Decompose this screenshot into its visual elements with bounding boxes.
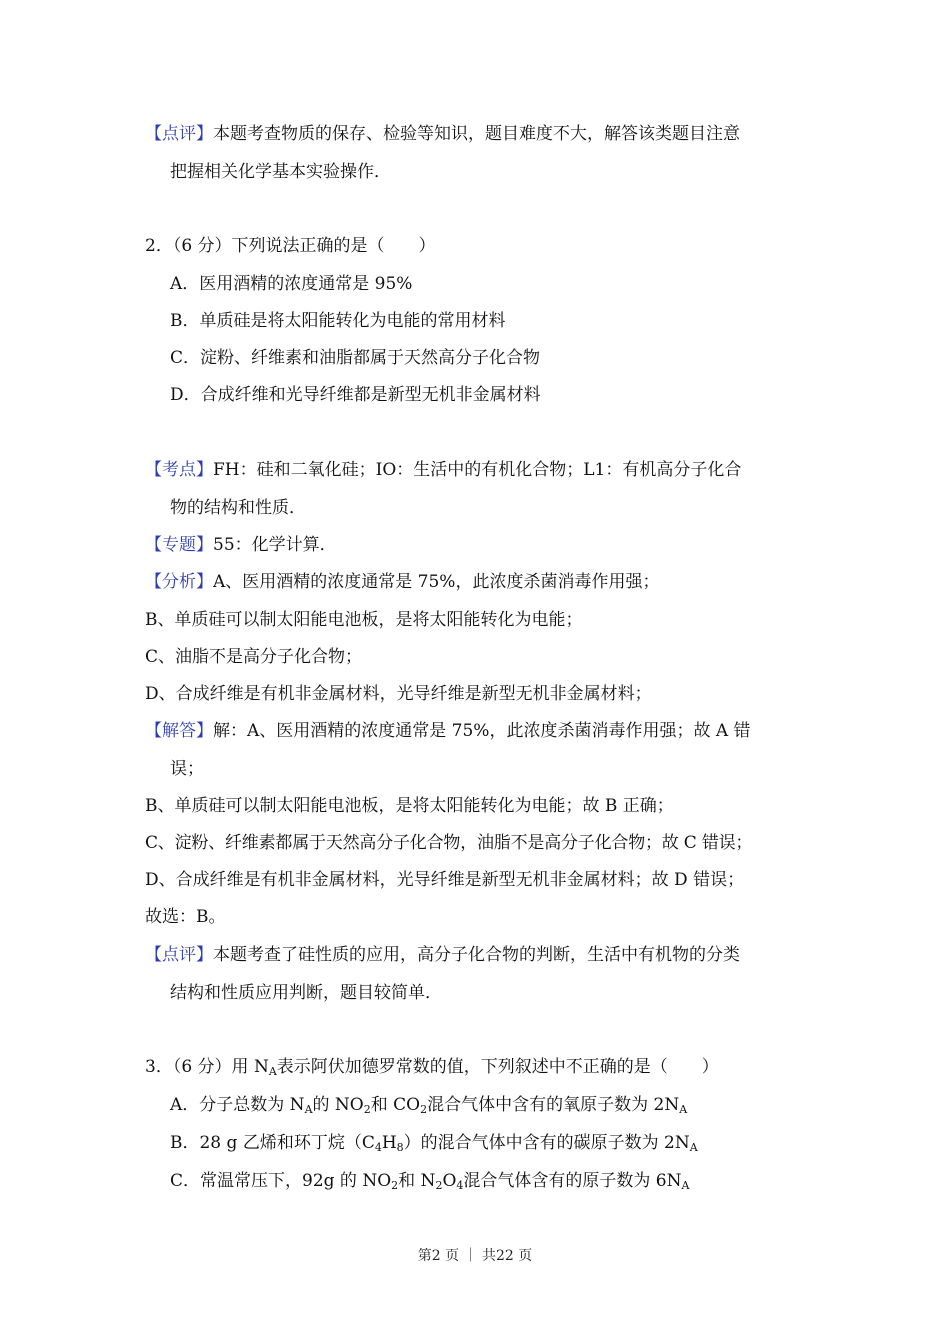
question-3-option-c <box>170 1170 689 1192</box>
analysis-text: A、医用酒精的浓度通常是 75%，此浓度杀菌消毒作用强； <box>213 572 660 592</box>
q3c-sub: 4 <box>456 1179 464 1192</box>
solution-answer: 故选：B。 <box>145 907 226 927</box>
q3a-text: 混合气体中含有的氧原子数为 2N <box>427 1095 680 1115</box>
review-tag: 【点评】 <box>145 124 213 144</box>
analysis-tag: 【分析】 <box>145 572 213 592</box>
q3a-sub: 2 <box>420 1103 428 1116</box>
question-3-option-a <box>170 1094 687 1116</box>
solution-text: 解：A、医用酒精的浓度通常是 75%，此浓度杀菌消毒作用强；故 A 错 <box>213 721 751 741</box>
solution-line-c: C、淀粉、纤维素都属于天然高分子化合物，油脂不是高分子化合物；故 C 错误； <box>145 833 753 853</box>
q3b-text: B．28 g 乙烯和环丁烷（C <box>170 1133 375 1153</box>
review-line <box>145 123 740 145</box>
q3c-sub: A <box>681 1179 690 1192</box>
q3c-text: O <box>442 1171 457 1191</box>
question-3-stem <box>145 1056 719 1078</box>
q3c-sub: 2 <box>391 1179 399 1192</box>
page-footer: 第2 页 ｜ 共22 页 <box>417 1248 533 1264</box>
analysis-line-b: B、单质硅可以制太阳能电池板，是将太阳能转化为电能； <box>145 610 583 630</box>
topic-tag: 【专题】 <box>145 535 213 555</box>
q3b-text: H <box>381 1133 397 1153</box>
knowledge-point-text: FH：硅和二氧化硅；IO：生活中的有机化合物；L1：有机高分子化合 <box>213 460 742 480</box>
q3c-text: 和 N <box>398 1171 436 1191</box>
q3c-sub: 2 <box>435 1179 443 1192</box>
q3a-sub: A <box>679 1103 688 1116</box>
q3-stem-sub: A <box>268 1065 277 1078</box>
q3-stem-part: 表示阿伏加德罗常数的值，下列叙述中不正确的是（ ） <box>276 1057 719 1077</box>
q3b-sub: A <box>689 1141 698 1154</box>
comment-line-cont: 结构和性质应用判断，题目较简单． <box>170 983 442 1003</box>
question-2-option-a: A．医用酒精的浓度通常是 95% <box>170 274 413 294</box>
topic-text: 55：化学计算． <box>213 535 337 555</box>
question-2-stem: 2．（6 分）下列说法正确的是（ ） <box>145 236 436 256</box>
question-2-option-b: B．单质硅是将太阳能转化为电能的常用材料 <box>170 311 506 331</box>
q3a-sub: 2 <box>363 1103 371 1116</box>
question-3-option-b <box>170 1132 698 1154</box>
analysis-line-c: C、油脂不是高分子化合物； <box>145 647 363 667</box>
q3a-text: A．分子总数为 N <box>170 1095 305 1115</box>
q3a-text: 的 NO <box>312 1095 364 1115</box>
comment-line <box>145 944 740 966</box>
knowledge-point-tag: 【考点】 <box>145 460 213 480</box>
question-2-option-c: C．淀粉、纤维素和油脂都属于天然高分子化合物 <box>170 348 541 368</box>
q3b-sub: 8 <box>396 1141 404 1154</box>
q3b-sub: 4 <box>374 1141 382 1154</box>
solution-line <box>145 720 751 742</box>
solution-line-cont: 误； <box>170 759 204 779</box>
solution-line-d: D、合成纤维是有机非金属材料，光导纤维是新型无机非金属材料；故 D 错误； <box>145 870 745 890</box>
comment-tag: 【点评】 <box>145 945 213 965</box>
q3b-text: ）的混合气体中含有的碳原子数为 2N <box>403 1133 690 1153</box>
knowledge-point-line <box>145 459 741 481</box>
q3-stem-part: 3．（6 分）用 N <box>145 1057 269 1077</box>
question-2-option-d: D．合成纤维和光导纤维都是新型无机非金属材料 <box>170 385 541 405</box>
topic-line <box>145 534 337 556</box>
review-line-cont: 把握相关化学基本实验操作． <box>170 162 391 182</box>
q3a-text: 和 CO <box>370 1095 421 1115</box>
comment-text: 本题考查了硅性质的应用，高分子化合物的判断，生活中有机物的分类 <box>213 945 740 965</box>
analysis-line <box>145 571 659 593</box>
solution-tag: 【解答】 <box>145 721 213 741</box>
solution-line-b: B、单质硅可以制太阳能电池板，是将太阳能转化为电能；故 B 正确； <box>145 796 674 816</box>
review-text: 本题考查物质的保存、检验等知识，题目难度不大，解答该类题目注意 <box>213 124 740 144</box>
knowledge-point-line-cont: 物的结构和性质． <box>170 498 306 518</box>
q3c-text: C．常温常压下，92g 的 NO <box>170 1171 392 1191</box>
q3a-sub: A <box>304 1103 313 1116</box>
q3c-text: 混合气体含有的原子数为 6N <box>463 1171 682 1191</box>
analysis-line-d: D、合成纤维是有机非金属材料，光导纤维是新型无机非金属材料； <box>145 684 652 704</box>
